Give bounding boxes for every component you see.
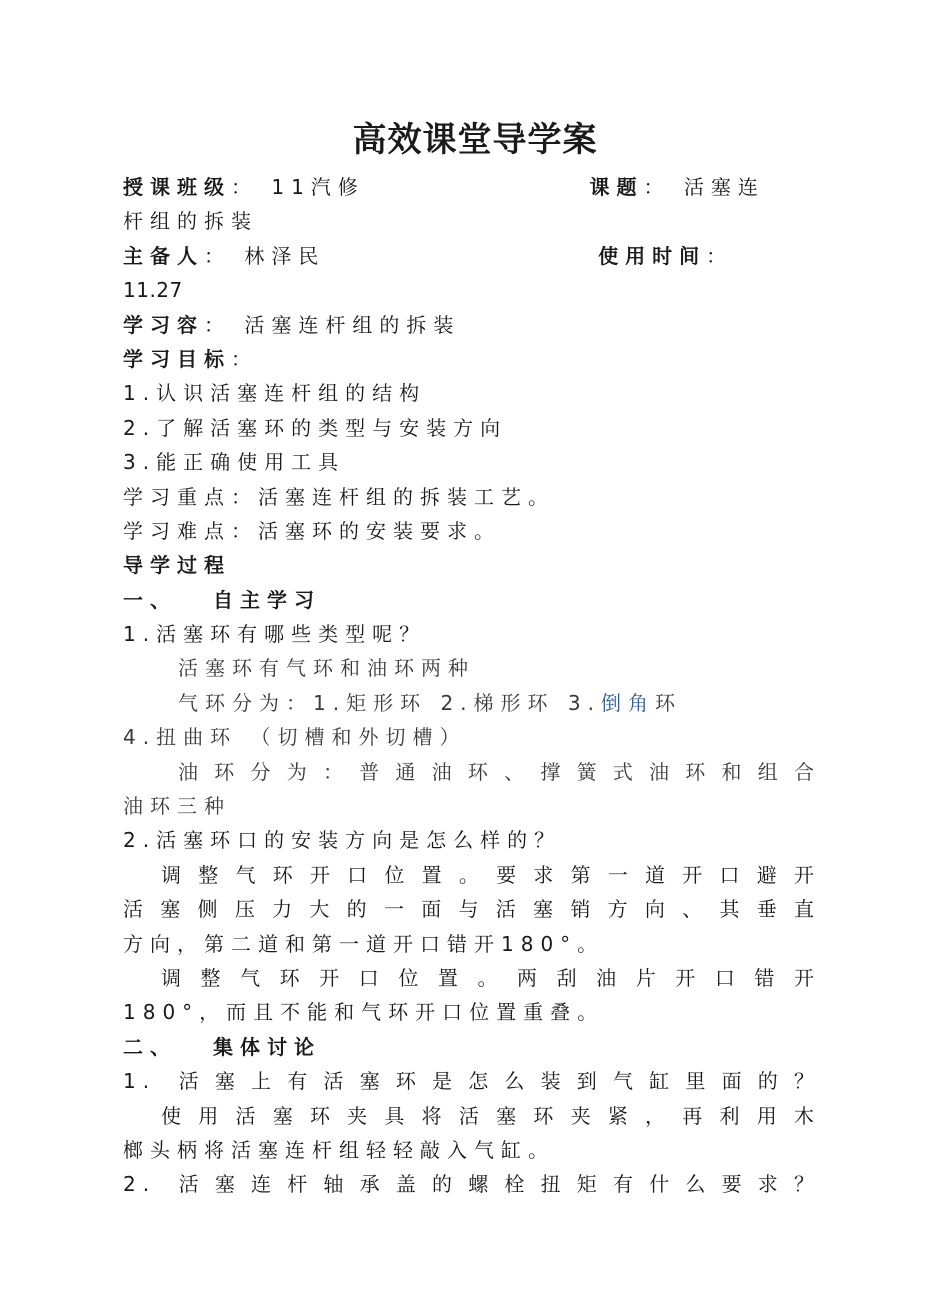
section2-number: 二、 (123, 1034, 177, 1059)
answer-text: 环 (654, 690, 682, 715)
answer-line: 180°，而且不能和气环开口位置重叠。 (123, 1000, 605, 1025)
process-heading: 导学过程 (123, 553, 231, 578)
section1-heading (123, 583, 821, 617)
class-label: 授课班级 (123, 175, 231, 199)
content-label: 学习容 (123, 312, 204, 337)
answer-line: 榔头柄将活塞连杆组轻轻敲入气缸。 (123, 1137, 555, 1162)
question-1: 1.活塞环有哪些类型呢？ (123, 622, 427, 647)
answer-line: 4.扭曲环 （切槽和外切槽） (123, 725, 467, 750)
page-title: 高效课堂导学案 (352, 120, 598, 160)
discussion-question-2: 2. 活塞连杆轴承盖的螺栓扭矩有什么要求？ (123, 1172, 821, 1197)
difficulty: 学习难点：活塞环的安装要求。 (123, 518, 501, 543)
section1-title: 自主学习 (213, 587, 321, 612)
answer-line: 活塞环有气环和油环两种 (178, 656, 475, 681)
preparer-value: 林泽民 (244, 243, 326, 268)
answer-line: 油环分为：普通油环、撑簧式油环和组合 (178, 759, 821, 784)
content-row: 学习容： 活塞连杆组的拆装 (123, 312, 461, 337)
answer-line: 活塞侧压力大的一面与活塞销方向、其垂直 (123, 897, 821, 922)
document-body (123, 170, 821, 1202)
question-2: 2.活塞环口的安装方向是怎么样的？ (123, 828, 562, 853)
header-row-preparer: 主备人： 林泽民 使用时间： (123, 243, 734, 268)
answer-line: 使用活塞环夹具将活塞环夹紧，再利用木 (161, 1103, 821, 1128)
goals-row: 学习目标： (123, 346, 258, 371)
content-value: 活塞连杆组的拆装 (244, 312, 461, 337)
topic-continuation: 杆组的拆装 (123, 209, 258, 234)
answer-line: 调整气环开口位置。两刮油片开口错开 (161, 965, 821, 990)
preparer-label: 主备人 (123, 243, 204, 268)
answer-line (123, 686, 821, 720)
highlighted-term: 倒角 (600, 690, 655, 715)
header-row-class: 授课班级： 11汽修 课题： 活塞连 (123, 175, 765, 199)
key-point: 学习重点：活塞连杆组的拆装工艺。 (123, 484, 555, 509)
goal-item: 3.能正确使用工具 (123, 450, 346, 475)
answer-line: 调整气环开口位置。要求第一道开口避开 (161, 862, 821, 887)
goal-item: 2.了解活塞环的类型与安装方向 (123, 415, 508, 440)
goals-label: 学习目标 (123, 346, 231, 371)
answer-line: 方向，第二道和第一道开口错开180°。 (123, 931, 605, 956)
section2-title: 集体讨论 (213, 1034, 321, 1059)
section1-number: 一、 (123, 587, 177, 612)
topic-label: 课题 (589, 175, 644, 199)
time-label: 使用时间 (598, 243, 707, 268)
discussion-question-1: 1. 活塞上有活塞环是怎么装到气缸里面的？ (123, 1069, 821, 1094)
time-value: 11.27 (123, 278, 183, 303)
class-value: 11汽修 (271, 175, 365, 199)
answer-text: 气环分为：1.矩形环 2.梯形环 3. (178, 690, 601, 715)
topic-value: 活塞连 (683, 175, 765, 199)
section2-heading (123, 1030, 821, 1064)
goal-item: 1.认识活塞连杆组的结构 (123, 381, 427, 406)
answer-line: 油环三种 (123, 794, 231, 819)
